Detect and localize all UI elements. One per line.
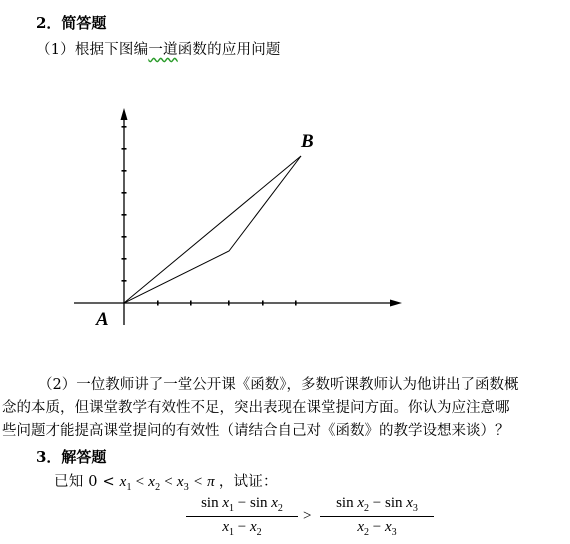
- given-inequality: $x_1 < x_2 < x_3 < \pi$: [119, 474, 215, 493]
- point-label-b: B: [301, 131, 314, 152]
- q2-line-2: 念的本质，但课堂教学有效性不足，突出表现在课堂提问方面。你认为应注意哪: [2, 400, 510, 416]
- q1-prefix: （1）根据下图编: [36, 42, 149, 58]
- q2-line-3: 些问题才能提高课堂提问的有效性（请结合自己对《函数》的教学设想来谈）？: [2, 423, 510, 439]
- fraction-left: [186, 495, 298, 538]
- fraction-right: [320, 495, 434, 538]
- q1-underlined: 一道: [148, 42, 178, 58]
- fraction-right-bar: [320, 516, 434, 517]
- section-3-title: 3．解答题: [36, 448, 107, 466]
- q1-suffix: 函数的应用问题: [177, 42, 281, 58]
- given-prefix: 已知 0 <: [54, 474, 115, 490]
- fraction-left-bar: [186, 516, 298, 517]
- fraction-left-denominator: $x_1 - x_2$: [222, 519, 262, 538]
- q2-line-1: （2）一位教师讲了一堂公开课《函数》，多数听课教师认为他讲出了函数概: [38, 377, 519, 393]
- x-axis-arrow: [390, 300, 402, 307]
- fraction-right-numerator: $\sin x_2 - \sin x_3$: [336, 495, 418, 514]
- prove-text: ，试证：: [218, 474, 278, 490]
- fraction-right-denominator: $x_2 - x_3$: [357, 519, 397, 538]
- question-2-paragraph: [2, 374, 568, 443]
- segment-a-b: [124, 156, 301, 303]
- point-label-a: A: [96, 309, 109, 330]
- section-2-title: 2．简答题: [36, 14, 107, 32]
- y-axis-arrow: [121, 108, 128, 120]
- greater-than-sign: >: [303, 508, 312, 524]
- fraction-left-numerator: $\sin x_1 - \sin x_2$: [201, 495, 283, 514]
- given-condition: [54, 470, 278, 493]
